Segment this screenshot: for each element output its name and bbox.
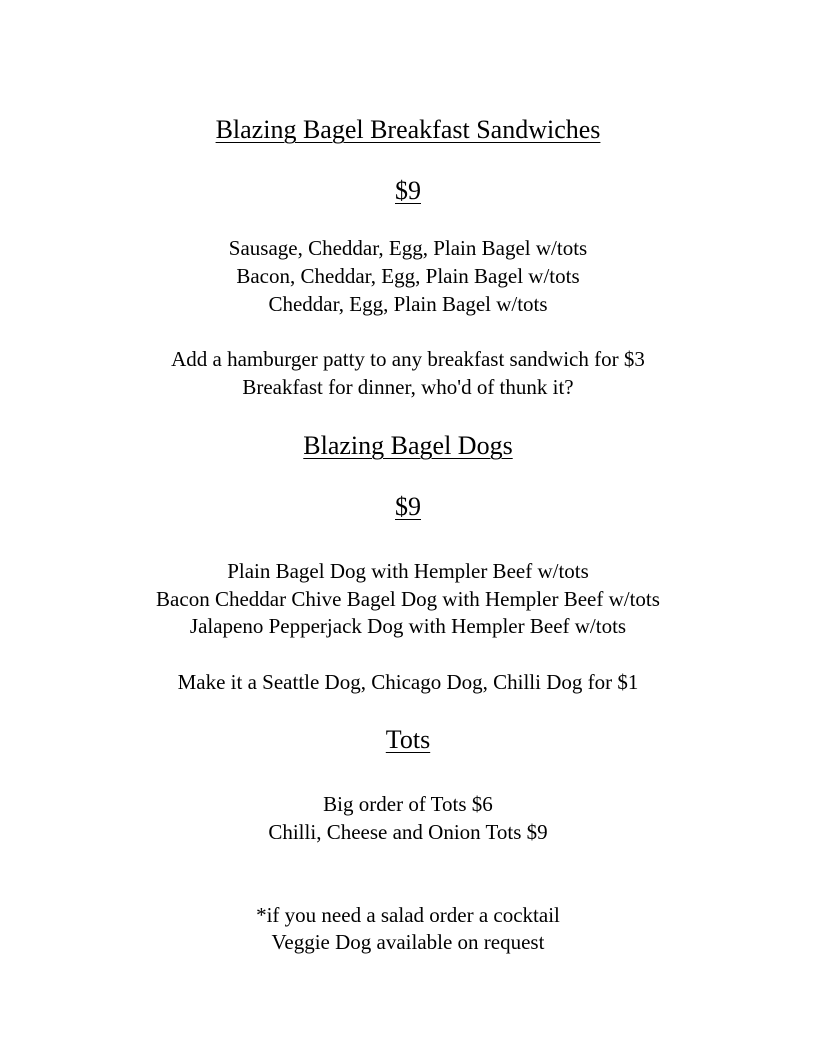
menu-item: Bacon Cheddar Chive Bagel Dog with Hempler Beef w/tots — [156, 587, 660, 611]
tots-heading: Tots — [385, 725, 431, 754]
breakfast-sandwiches-heading: Blazing Bagel Breakfast Sandwiches — [215, 115, 601, 144]
menu-note: Add a hamburger patty to any breakfast sandwich for $3 — [171, 347, 645, 371]
footer-note: *if you need a salad order a cocktail — [256, 903, 560, 927]
menu-item: Cheddar, Egg, Plain Bagel w/tots — [268, 292, 548, 316]
breakfast-sandwiches-price: $9 — [395, 176, 421, 205]
footer-note: Veggie Dog available on request — [271, 930, 545, 954]
menu-item: Chilli, Cheese and Onion Tots $9 — [268, 820, 548, 844]
menu-item: Jalapeno Pepperjack Dog with Hempler Beef w/tots — [189, 614, 627, 638]
menu-item: Sausage, Cheddar, Egg, Plain Bagel w/tots — [228, 236, 588, 260]
bagel-dogs-price: $9 — [395, 492, 421, 521]
menu-item: Big order of Tots $6 — [323, 792, 493, 816]
menu-item: Bacon, Cheddar, Egg, Plain Bagel w/tots — [236, 264, 580, 288]
bagel-dogs-heading: Blazing Bagel Dogs — [303, 431, 513, 460]
menu-item: Plain Bagel Dog with Hempler Beef w/tots — [227, 559, 589, 583]
menu-note: Breakfast for dinner, who'd of thunk it? — [242, 375, 574, 399]
menu-note: Make it a Seattle Dog, Chicago Dog, Chilli Dog for $1 — [177, 670, 639, 694]
